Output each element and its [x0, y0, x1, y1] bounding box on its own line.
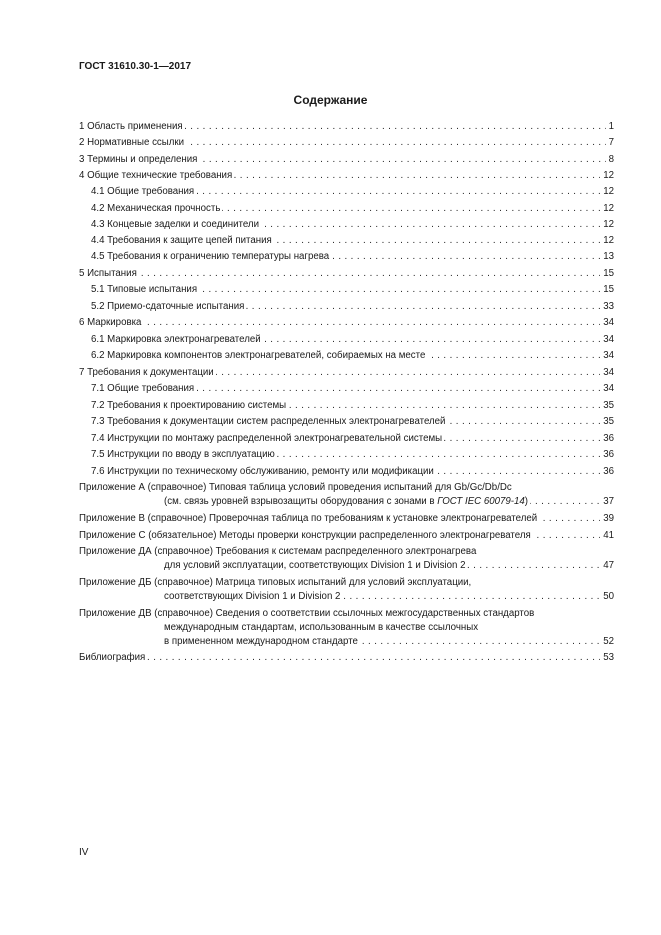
toc-entry-page: 35	[600, 415, 614, 429]
page-title: Содержание	[293, 93, 368, 107]
toc-entry-page: 34	[600, 382, 614, 396]
toc-entry-text: . . . для условий эксплуатации, соответствующих Division 1 и Division 2	[164, 560, 466, 571]
toc-entry[interactable]	[91, 349, 614, 363]
toc-entry[interactable]	[91, 333, 614, 347]
toc-entry-text: Приложение А (справочное) Типовая таблица условий проведения испытаний для Gb/Gc/Db/Dc	[79, 482, 512, 493]
toc-entry[interactable]	[79, 512, 614, 526]
toc-entry-text: . . . 1 Область применения	[79, 121, 183, 132]
toc-entry-page: 36	[600, 448, 614, 462]
toc-entry[interactable]	[91, 465, 614, 479]
toc-entry-page: 1	[606, 120, 614, 134]
toc-entry-page: 15	[600, 267, 614, 281]
toc-entry-text: . . . 7.3 Требования к документации систем распределенных электронагревателей	[91, 416, 446, 427]
toc-entry[interactable]	[91, 234, 614, 248]
toc-entry[interactable]	[91, 250, 614, 264]
toc-entry-text: . . . 7.4 Инструкции по монтажу распределенной электронагревательной системы	[91, 433, 443, 444]
toc-entry-text: . . . 4.1 Общие требования	[91, 186, 195, 197]
toc-entry-text: . . . 4.3 Концевые заделки и соединители	[91, 219, 259, 230]
toc-entry-page: 12	[600, 185, 614, 199]
toc-entry-page: 35	[600, 399, 614, 413]
toc-entry-page: 37	[600, 495, 614, 509]
toc-entry[interactable]	[79, 576, 614, 590]
toc-entry-text: международным стандартам, использованным в качестве ссылочных	[164, 622, 479, 633]
toc-entry[interactable]	[91, 399, 614, 413]
toc-entry[interactable]	[91, 448, 614, 462]
toc-entry[interactable]	[79, 136, 614, 150]
toc-entry-page: 12	[600, 218, 614, 232]
toc-entry[interactable]	[79, 169, 614, 183]
toc-entry-text: . . . 5.2 Приемо-сдаточные испытания	[91, 301, 245, 312]
page-number: IV	[79, 847, 89, 858]
toc-entry-text: . . . 5 Испытания	[79, 268, 137, 279]
toc-entry[interactable]	[79, 651, 614, 665]
toc-entry-page: 50	[600, 590, 614, 604]
toc-entry-text: . . . 7.6 Инструкции по техническому обслуживанию, ремонту или модификации	[91, 466, 434, 477]
toc-entry[interactable]	[91, 300, 614, 314]
toc-entry-page: 36	[600, 465, 614, 479]
toc-entry-text: . . . 5.1 Типовые испытания	[91, 284, 198, 295]
toc-entry-page: 34	[600, 333, 614, 347]
toc-entry-text: . . . 3 Термины и определения	[79, 154, 198, 165]
toc-entry-page: 41	[600, 529, 614, 543]
toc-entry-text: . . . 6.2 Маркировка компонентов электронагревателей, собираемых на месте	[91, 350, 426, 361]
toc-entry-text: . . . 7.1 Общие требования	[91, 383, 195, 394]
toc-entry-text: Приложение ДВ (справочное) Сведения о соответствии ссылочных межгосударственных стандартов	[79, 608, 535, 619]
toc-entry-text: . . . 4.5 Требования к ограничению температуры нагрева	[91, 251, 330, 262]
toc-entry[interactable]	[79, 481, 614, 495]
toc-entry[interactable]	[79, 267, 614, 281]
toc-entry-page: 36	[600, 432, 614, 446]
document-code: ГОСТ 31610.30-1—2017	[79, 61, 192, 72]
toc-entry-continuation[interactable]	[164, 635, 614, 649]
toc-entry[interactable]	[91, 382, 614, 396]
toc-entry[interactable]	[91, 283, 614, 297]
toc-entry-page: 53	[600, 651, 614, 665]
toc-entry-text: . . . Приложение С (обязательное) Методы проверки конструкции распределенного электронагревателя	[79, 530, 531, 541]
toc-entry-page: 39	[600, 512, 614, 526]
toc-entry[interactable]	[91, 202, 614, 216]
toc-entry-text: . . . 4.4 Требования к защите цепей питания	[91, 235, 272, 246]
toc-entry-page: 12	[600, 202, 614, 216]
toc-entry-continuation[interactable]	[164, 495, 614, 509]
toc-entry-page: 8	[606, 153, 614, 167]
toc-entry-page: 34	[600, 349, 614, 363]
toc-entry[interactable]	[79, 545, 614, 559]
toc-entry[interactable]	[79, 607, 614, 621]
toc-entry[interactable]	[91, 218, 614, 232]
toc-entry-text: . . . в примененном международном стандарте	[164, 636, 358, 647]
toc-entry-page: 15	[600, 283, 614, 297]
toc-entry[interactable]	[79, 529, 614, 543]
toc-entry[interactable]	[79, 153, 614, 167]
toc-entry-page: 52	[600, 635, 614, 649]
toc-entry[interactable]	[79, 120, 614, 134]
toc-entry[interactable]	[91, 185, 614, 199]
toc-entry[interactable]	[79, 316, 614, 330]
toc-entry-text: . . . 6.1 Маркировка электронагревателей	[91, 334, 261, 345]
toc-entry-page: 33	[600, 300, 614, 314]
toc-entry-text: . . . 7 Требования к документации	[79, 367, 214, 378]
toc-entry-page: 34	[600, 316, 614, 330]
toc-entry-text: . . . 6 Маркировка	[79, 317, 142, 328]
toc-entry-page: 12	[600, 169, 614, 183]
toc-entry[interactable]	[79, 366, 614, 380]
toc-entry-page: 34	[600, 366, 614, 380]
toc-entry-text: Приложение ДА (справочное) Требования к системам распределенного электронагрева	[79, 546, 477, 557]
toc-entry-continuation[interactable]	[164, 621, 614, 635]
toc-entry-page: 47	[600, 559, 614, 573]
toc-entry-text: . . . 4 Общие технические требования	[79, 170, 233, 181]
standard-reference: ГОСТ IEC 60079-14	[437, 496, 525, 507]
toc-entry-continuation[interactable]	[164, 590, 614, 604]
toc-entry-continuation[interactable]	[164, 559, 614, 573]
toc-entry-text: . . . (см. связь уровней взрывозащиты оборудования с зонами в ГОСТ IEC 60079-14)	[164, 496, 529, 507]
toc-entry-text: . . . Библиография	[79, 652, 146, 663]
toc-entry[interactable]	[91, 415, 614, 429]
toc-entry-text: . . . 7.2 Требования к проектированию системы	[91, 400, 287, 411]
toc-entry-text: . . . соответствующих Division 1 и Division 2	[164, 591, 341, 602]
toc-entry-text: . . . 7.5 Инструкции по вводу в эксплуатацию	[91, 449, 275, 460]
toc-entry-page: 12	[600, 234, 614, 248]
toc-entry-page: 7	[606, 136, 614, 150]
toc-entry-text: . . . 4.2 Механическая прочность	[91, 203, 221, 214]
toc-entry-text: . . . 2 Нормативные ссылки	[79, 137, 185, 148]
toc-entry-text: Приложение ДБ (справочное) Матрица типовых испытаний для условий эксплуатации,	[79, 577, 472, 588]
toc-entry[interactable]	[91, 432, 614, 446]
toc-entry-text: . . . Приложение В (справочное) Проверочная таблица по требованиям к установке электронагревателей	[79, 513, 538, 524]
toc-entry-page: 13	[600, 250, 614, 264]
